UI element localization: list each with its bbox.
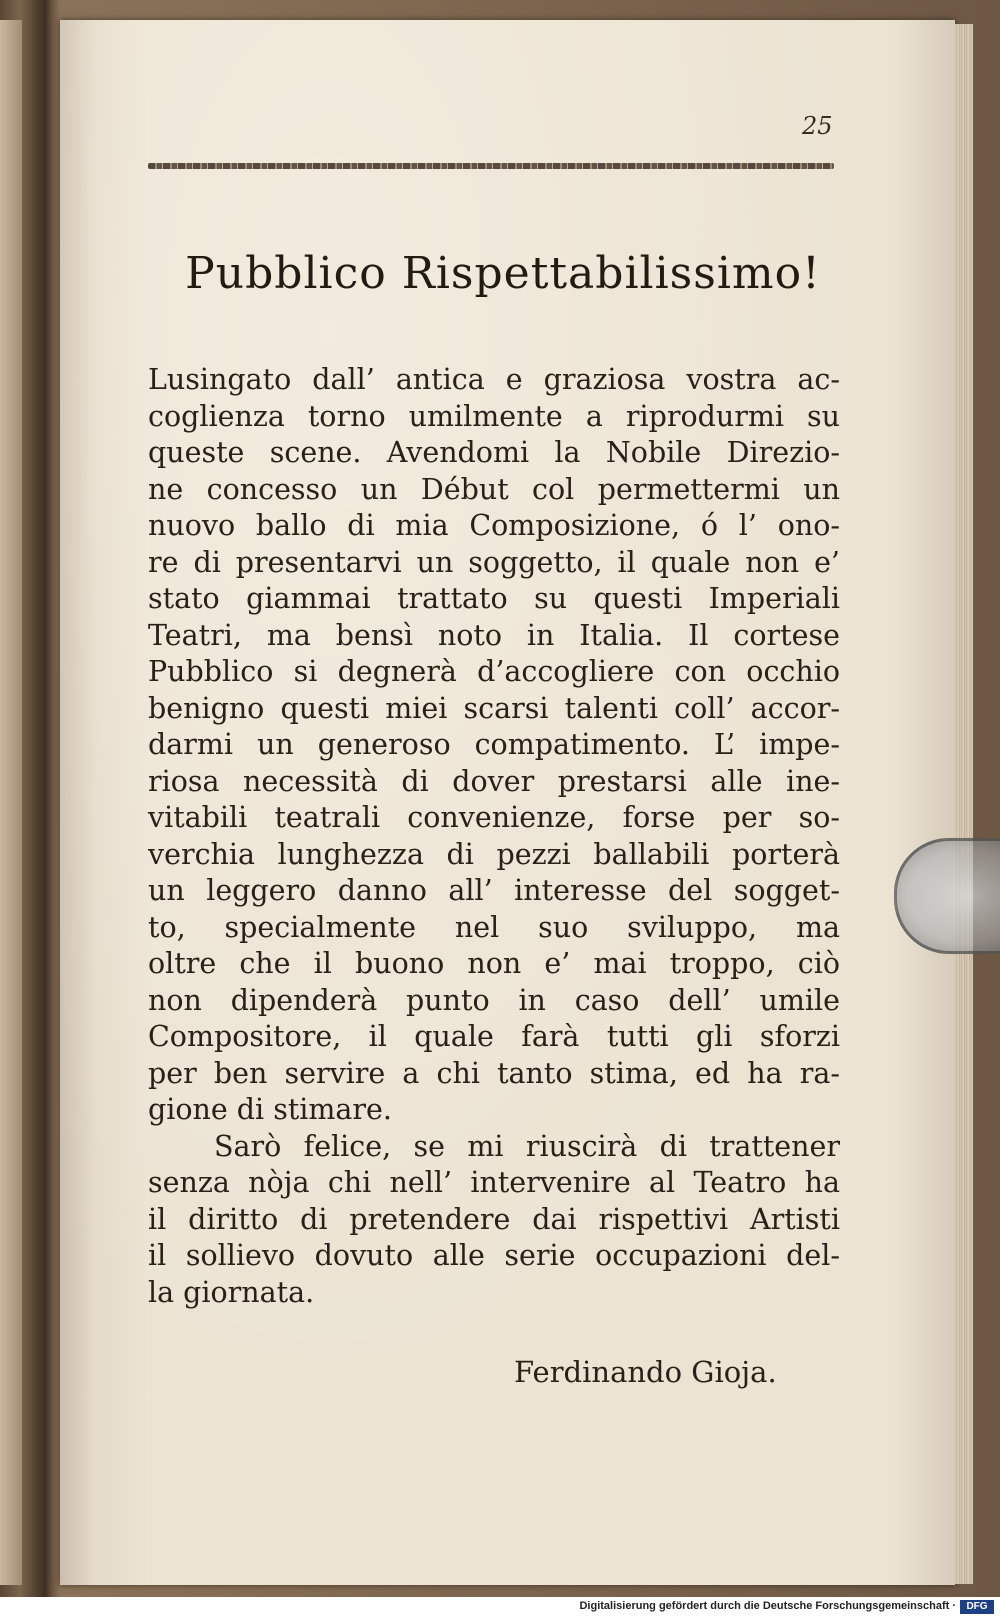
body-text (148, 362, 840, 1311)
page-number: 25 (802, 112, 833, 140)
text-line: to, specialmente nel suo sviluppo, ma (148, 910, 840, 944)
text-line: vitabili teatrali convenienze, forse per so- (148, 801, 840, 834)
text-line: coglienza torno umilmente a riprodurmi su (148, 399, 840, 433)
text-line: Compositore, il quale farà tutti gli sforzi (148, 1020, 840, 1053)
text-line: stato giammai trattato su questi Imperiali (148, 582, 840, 615)
text-line: benigno questi miei scarsi talenti coll’ accor- (148, 691, 840, 725)
ornamental-rule (148, 163, 834, 169)
text-line: Sarò felice, se mi riuscirà di trattener (214, 1129, 840, 1163)
text-line: il diritto di pretendere dai rispettivi Artisti (148, 1202, 840, 1236)
text-line: ne concesso un Début col permettermi un (148, 472, 840, 506)
text-line: queste scene. Avendomi la Nobile Direzio- (148, 436, 840, 469)
text-line: darmi un generoso compatimento. L’ impe- (148, 728, 840, 761)
signature: Ferdinando Gioja. (514, 1355, 777, 1389)
footer-bar (0, 1597, 1000, 1617)
text-line: senza nòja chi nell’ intervenire al Teatro ha (148, 1166, 840, 1199)
dfg-logo: DFG (960, 1600, 994, 1614)
text-line: non dipenderà punto in caso dell’ umile (148, 983, 840, 1017)
text-line: un leggero danno all’ interesse del sogget- (148, 874, 840, 907)
page-title: Pubblico Rispettabilissimo! (185, 248, 821, 299)
text-line: Teatri, ma bensì noto in Italia. Il cortese (148, 618, 840, 652)
text-line: Pubblico si degnerà d’accogliere con occhio (148, 655, 840, 688)
text-line: riosa necessità di dover prestarsi alle ine- (148, 764, 840, 798)
text-line: per ben servire a chi tanto stima, ed ha ra- (148, 1056, 840, 1090)
page-clip (894, 838, 1000, 954)
paragraph-2 (148, 1129, 840, 1312)
footer-credit: Digitalisierung gefördert durch die Deutsche Forschungsgemeinschaft · (579, 1600, 956, 1612)
text-line: oltre che il buono non e’ mai troppo, ciò (148, 947, 840, 980)
text-line: la giornata. (148, 1275, 315, 1309)
text-line: gione di stimare. (148, 1093, 392, 1126)
paragraph-1 (148, 362, 840, 1129)
text-line: nuovo ballo di mia Composizione, ó l’ ono- (148, 509, 840, 542)
text-line: Lusingato dall’ antica e graziosa vostra ac- (148, 363, 840, 396)
text-line: il sollievo dovuto alle serie occupazioni del- (148, 1239, 840, 1272)
text-line: re di presentarvi un soggetto, il quale non e’ (148, 545, 840, 579)
text-line: verchia lunghezza di pezzi ballabili porterà (148, 837, 840, 871)
